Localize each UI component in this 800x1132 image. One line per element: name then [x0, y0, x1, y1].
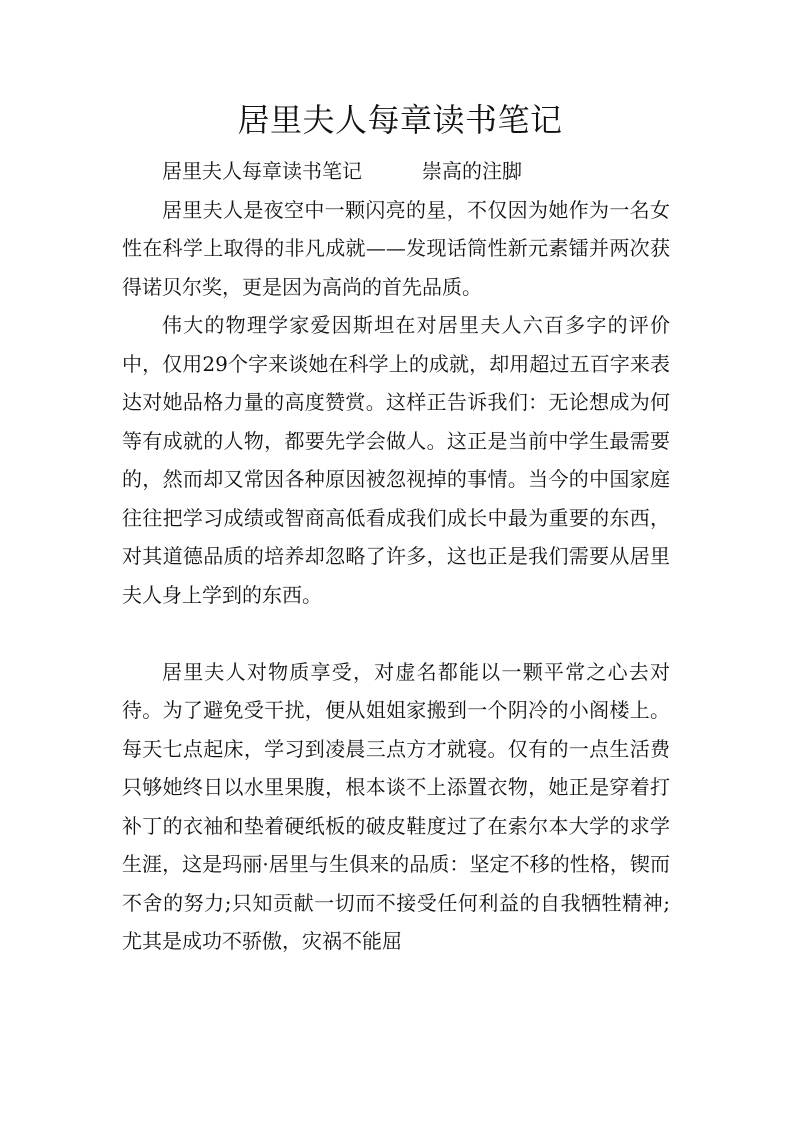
subtitle-line: 居里夫人每章读书笔记 崇高的注脚: [162, 159, 522, 183]
document-body: [122, 152, 670, 961]
paragraph-spacer: [122, 614, 670, 653]
paragraph-2: 伟大的物理学家爱因斯坦在对居里夫人六百多字的评价中，仅用29个字来谈她在科学上的成就，却用超过五百字来表达对她品格力量的高度赞赏。这样正告诉我们：无论想成为何等有成就的人物，都要先学会做人。这正是当前中学生最需要的，然而却又常因各种原因被忽视掉的事情。当今的中国家庭往往把学习成绩或智商高低看成我们成长中最为重要的东西，对其道德品质的培养却忽略了许多，这也正是我们需要从居里夫人身上学到的东西。: [122, 313, 670, 607]
document-title: 居里夫人每章读书笔记: [237, 101, 563, 139]
paragraph-1: 居里夫人是夜空中一颗闪亮的星，不仅因为她作为一名女性在科学上取得的非凡成就——发现话筒性新元素镭并两次获得诺贝尔奖，更是因为高尚的首先品质。: [122, 197, 670, 299]
paragraph-3: 居里夫人对物质享受，对虚名都能以一颗平常之心去对待。为了避免受干扰，便从姐姐家搬到一个阴冷的小阁楼上。每天七点起床，学习到凌晨三点方才就寝。仅有的一点生活费只够她终日以水里果腹，根本谈不上添置衣物，她正是穿着打补丁的衣袖和垫着硬纸板的破皮鞋度过了在索尔本大学的求学生涯，这是玛丽·居里与生俱来的品质：坚定不移的性格，锲而不舍的努力;只知贡献一切而不接受任何利益的自我牺牲精神;尤其是成功不骄傲，灾祸不能屈: [122, 659, 670, 953]
